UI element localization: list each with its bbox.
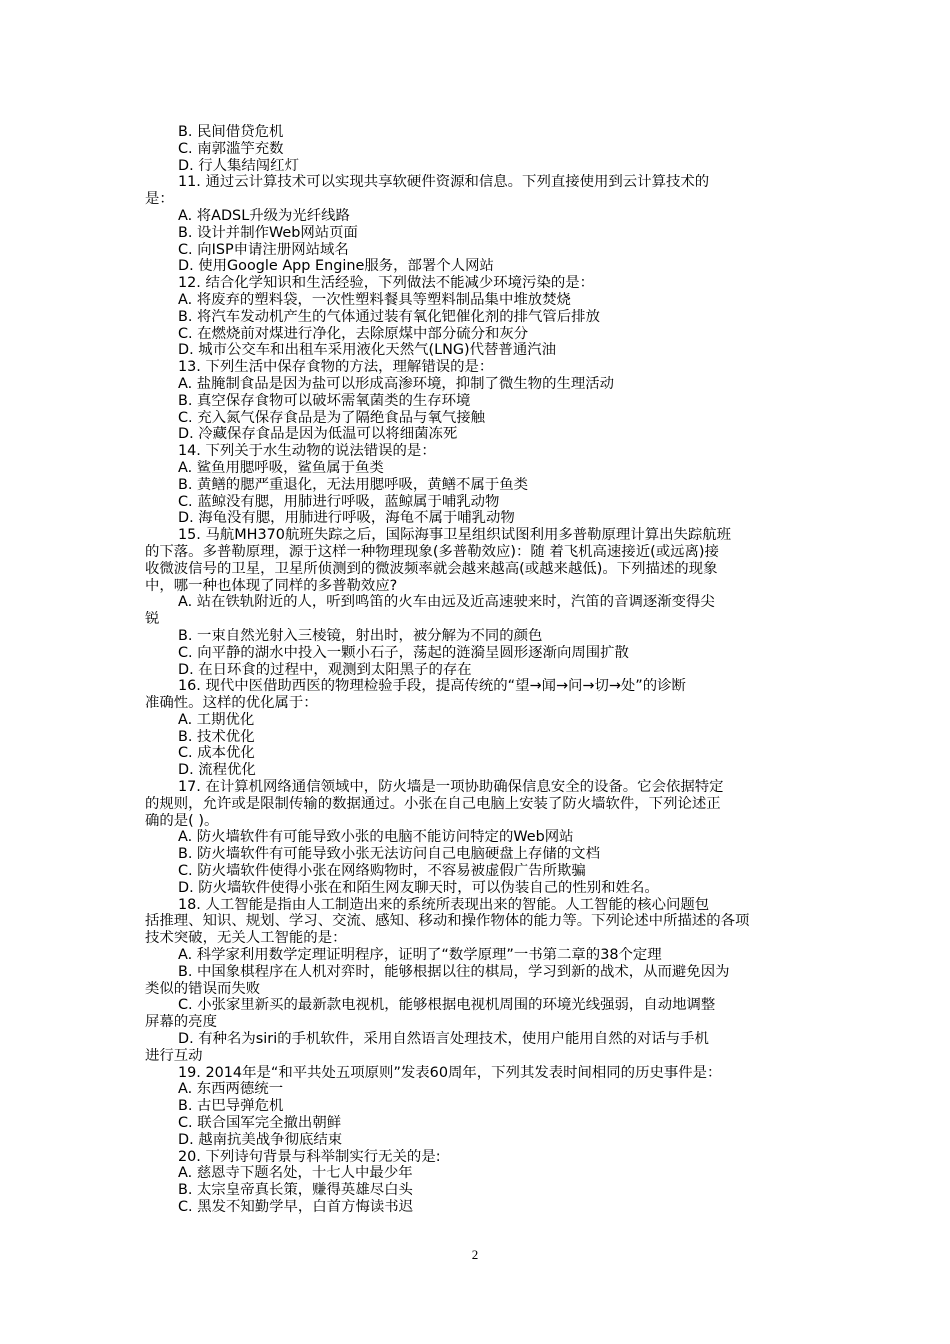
- option-line: D. 海龟没有腮，用肺进行呼吸，海龟不属于哺乳动物: [178, 510, 515, 527]
- continuation-line: 准确性。这样的优化属于：: [145, 695, 318, 712]
- option-line: C. 南郭滥竽充数: [178, 140, 284, 157]
- continuation-line: 中，哪一种也体现了同样的多普勒效应?: [145, 577, 398, 594]
- option-line: D. 流程优化: [178, 762, 256, 779]
- question-line: 19. 2014年是“和平共处五项原则”发表60周年，下列其发表时间相同的历史事件是：: [178, 1064, 722, 1081]
- option-line: B. 黄鳝的腮严重退化，无法用腮呼吸，黄鳝不属于鱼类: [178, 476, 529, 493]
- option-line: B. 技术优化: [178, 728, 255, 745]
- question-line: 18. 人工智能是指由人工制造出来的系统所表现出来的智能。人工智能的核心问题包: [178, 896, 710, 913]
- option-line: B. 中国象棋程序在人机对弈时，能够根据以往的棋局，学习到新的战术，从而避免因为: [178, 963, 730, 980]
- option-line: C. 联合国军完全撤出朝鲜: [178, 1115, 342, 1132]
- continuation-line: 技术突破，无关人工智能的是：: [145, 930, 347, 947]
- option-line: A. 慈恩寺下题名处，十七人中最少年: [178, 1165, 413, 1182]
- option-line: D. 城市公交车和出租车采用液化天然气(LNG)代替普通汽油: [178, 342, 556, 359]
- question-line: 16. 现代中医借助西医的物理检验手段，提高传统的“望→闻→问→切→处”的诊断: [178, 678, 686, 695]
- option-line: D. 行人集结闯红灯: [178, 157, 299, 174]
- option-line: D. 冷藏保存食品是因为低温可以将细菌冻死: [178, 426, 458, 443]
- option-line: C. 成本优化: [178, 745, 255, 762]
- option-line: B. 民间借贷危机: [178, 124, 284, 140]
- question-line: 12. 结合化学知识和生活经验，下列做法不能减少环境污染的是：: [178, 275, 595, 292]
- page-body: [145, 124, 813, 1216]
- continuation-line: 锐: [145, 611, 160, 628]
- option-line: B. 一束自然光射入三棱镜，射出时，被分解为不同的颜色: [178, 627, 543, 644]
- question-line: 14. 下列关于水生动物的说法错误的是：: [178, 443, 436, 460]
- question-line: 17. 在计算机网络通信领域中，防火墙是一项协助确保信息安全的设备。它会依据特定: [178, 779, 724, 796]
- option-line: D. 在日环食的过程中，观测到太阳黑子的存在: [178, 661, 472, 678]
- option-line: B. 古巴导弹危机: [178, 1098, 284, 1115]
- option-line: C. 小张家里新买的最新款电视机，能够根据电视机周围的环境光线强弱，自动地调整: [178, 997, 716, 1014]
- option-line: A. 站在铁轨附近的人，听到鸣笛的火车由远及近高速驶来时，汽笛的音调逐渐变得尖: [178, 594, 715, 611]
- option-line: B. 防火墙软件有可能导致小张无法访问自己电脑硬盘上存储的文档: [178, 846, 600, 863]
- continuation-line: 进行互动: [145, 1047, 203, 1064]
- option-line: A. 防火墙软件有可能导致小张的电脑不能访问特定的Web网站: [178, 829, 574, 846]
- continuation-line: 屏幕的亮度: [145, 1014, 217, 1031]
- continuation-line: 收微波信号的卫星，卫星所侦测到的微波频率就会越来越高(或越来越低)。下列描述的现象: [145, 560, 718, 577]
- option-line: C. 充入氮气保存食品是为了隔绝食品与氧气接触: [178, 409, 486, 426]
- option-line: C. 在燃烧前对煤进行净化，去除原煤中部分硫分和灰分: [178, 325, 529, 342]
- question-line: 13. 下列生活中保存食物的方法，理解错误的是：: [178, 359, 494, 376]
- option-line: A. 盐腌制食品是因为盐可以形成高渗环境，抑制了微生物的生理活动: [178, 375, 615, 392]
- option-line: C. 向平静的湖水中投入一颗小石子，荡起的涟漪呈圆形逐渐向周围扩散: [178, 644, 629, 661]
- option-line: A. 工期优化: [178, 711, 255, 728]
- option-line: A. 将废弃的塑料袋，一次性塑料餐具等塑料制品集中堆放焚烧: [178, 291, 571, 308]
- option-line: C. 向ISP申请注册网站域名: [178, 241, 349, 258]
- option-line: A. 将ADSL升级为光纤线路: [178, 207, 350, 224]
- option-line: C. 黑发不知勤学早，白首方悔读书迟: [178, 1199, 414, 1215]
- continuation-line: 确的是( )。: [145, 812, 219, 829]
- continuation-line: 是：: [145, 191, 174, 208]
- option-line: A. 科学家利用数学定理证明程序，证明了“数学原理”一书第二章的38个定理: [178, 947, 662, 964]
- option-line: B. 设计并制作Web网站页面: [178, 224, 358, 241]
- option-line: B. 将汽车发动机产生的气体通过装有氧化钯催化剂的排气管后排放: [178, 308, 600, 325]
- question-line: 20. 下列诗句背景与科举制实行无关的是:: [178, 1148, 441, 1165]
- option-line: D. 防火墙软件使得小张在和陌生网友聊天时，可以伪装自己的性别和姓名。: [178, 879, 659, 896]
- option-line: C. 防火墙软件使得小张在网络购物时，不容易被虚假广告所欺骗: [178, 863, 586, 880]
- option-line: B. 太宗皇帝真长策，赚得英雄尽白头: [178, 1182, 413, 1199]
- option-line: A. 东西两德统一: [178, 1081, 284, 1098]
- option-line: D. 越南抗美战争彻底结束: [178, 1131, 343, 1148]
- option-line: B. 真空保存食物可以破坏需氧菌类的生存环境: [178, 392, 471, 409]
- option-line: C. 蓝鲸没有腮，用肺进行呼吸，蓝鲸属于哺乳动物: [178, 493, 500, 510]
- option-line: D. 有种名为siri的手机软件，采用自然语言处理技术，使用户能用自然的对话与手机: [178, 1031, 709, 1048]
- continuation-line: 类似的错误而失败: [145, 980, 261, 997]
- continuation-line: 括推理、知识、规划、学习、交流、感知、移动和操作物体的能力等。下列论述中所描述的各项: [145, 913, 750, 930]
- continuation-line: 的规则，允许或是限制传输的数据通过。小张在自己电脑上安装了防火墙软件，下列论述正: [145, 795, 721, 812]
- question-line: 15. 马航MH370航班失踪之后，国际海事卫星组织试图利用多普勒原理计算出失踪航班: [178, 527, 732, 544]
- continuation-line: 的下落。多普勒原理，源于这样一种物理现象(多普勒效应)：随 着飞机高速接近(或远离)接: [145, 543, 719, 560]
- option-line: A. 鲨鱼用腮呼吸，鲨鱼属于鱼类: [178, 459, 384, 476]
- option-line: D. 使用Google App Engine服务，部署个人网站: [178, 258, 494, 275]
- page-number: 2: [471, 1247, 479, 1262]
- question-line: 11. 通过云计算技术可以实现共享软硬件资源和信息。下列直接使用到云计算技术的: [178, 174, 710, 191]
